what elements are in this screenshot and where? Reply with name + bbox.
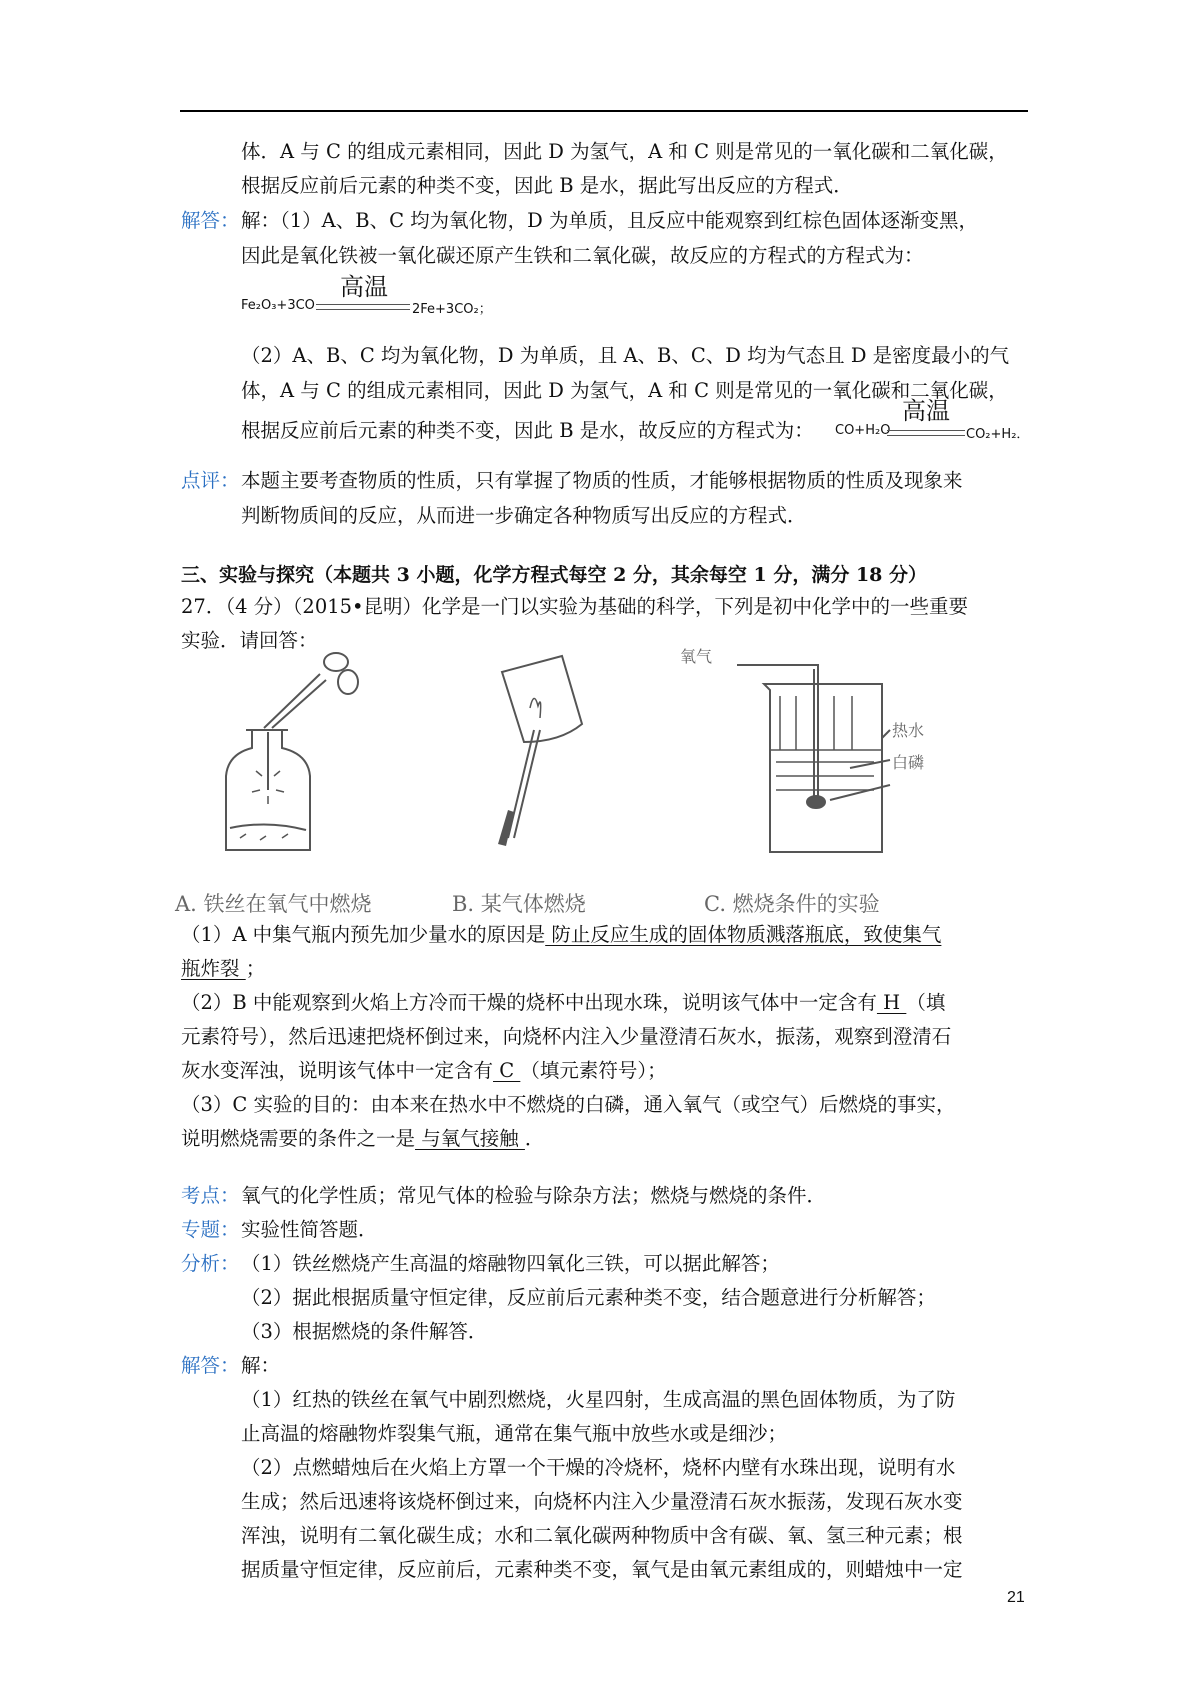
- equation-2-arrow: [887, 430, 965, 436]
- answer2-line-3: （2）点燃蜡烛后在火焰上方罩一个干燥的冷烧杯，烧杯内壁有水珠出现，说明有水: [241, 1456, 956, 1479]
- fenxi-line-2: （2）据此根据质量守恒定律，反应前后元素种类不变，结合题意进行分析解答；: [241, 1286, 936, 1309]
- apparatus-c: [737, 665, 890, 852]
- equation-2-condition: 高温: [902, 397, 950, 425]
- sub-question-3-line-1: （3）C 实验的目的：由本来在热水中不燃烧的白磷，通入氧气（或空气）后燃烧的事实，: [181, 1093, 956, 1116]
- sub-question-3-prompt: 说明燃烧需要的条件之一是: [181, 1127, 416, 1150]
- sub-question-2-prompt: （2）B 中能观察到火焰上方冷而干燥的烧杯中出现水珠，说明该气体中一定含有: [181, 991, 877, 1014]
- sub-question-2: [181, 990, 945, 1016]
- fenxi-tag: 分析：: [181, 1252, 240, 1275]
- answer1-part2-line-2: 体，A 与 C 的组成元素相同，因此 D 为氢气，A 和 C 则是常见的一氧化碳和二氧化碳，: [241, 379, 1008, 402]
- sub-question-1: [181, 922, 941, 948]
- sub-question-3-line-2: [181, 1126, 544, 1152]
- sub-question-2-line-3: [181, 1058, 667, 1084]
- equation-1-products: 2Fe+3CO₂；: [412, 302, 492, 317]
- sub-question-2-answer-2: C: [493, 1059, 521, 1082]
- caption-a: A. 铁丝在氧气中燃烧: [175, 892, 372, 916]
- sub-question-2-line-3-hint: （填元素符号）；: [520, 1059, 667, 1082]
- equation-2-products: CO₂+H₂．: [966, 427, 1030, 442]
- page-number: 21: [1007, 1589, 1025, 1606]
- sub-question-1-end: ；: [245, 957, 266, 980]
- sub-question-2-line-3-prompt: 灰水变浑浊，说明该气体中一定含有: [181, 1059, 494, 1082]
- kaodian-tag: 考点：: [181, 1184, 240, 1207]
- sub-question-1-cont: [181, 956, 265, 982]
- zhuanti-text: 实验性简答题．: [241, 1218, 378, 1241]
- answer1-line-2: 因此是氧化铁被一氧化碳还原产生铁和二氧化碳，故反应的方程式的方程式为：: [241, 244, 924, 267]
- sub-question-1-answer-b: 瓶炸裂: [181, 957, 246, 980]
- sub-question-3-answer: 与氧气接触: [415, 1127, 525, 1150]
- answer2-line-4: 生成；然后迅速将该烧杯倒过来，向烧杯内注入少量澄清石灰水振荡，发现石灰水变: [241, 1490, 963, 1513]
- section-title: 三、实验与探究（本题共 3 小题，化学方程式每空 2 分，其余每空 1 分，满分 18 分）: [181, 564, 928, 586]
- sub-question-1-answer-a: 防止反应生成的固体物质溅落瓶底，致使集气: [545, 923, 942, 946]
- caption-c: C. 燃烧条件的实验: [704, 892, 880, 916]
- comment-line-1: 本题主要考查物质的性质，只有掌握了物质的性质，才能够根据物质的性质及现象来: [241, 469, 963, 492]
- kaodian-text: 氧气的化学性质；常见气体的检验与除杂方法；燃烧与燃烧的条件．: [241, 1184, 827, 1207]
- caption-b: B. 某气体燃烧: [452, 892, 586, 916]
- apparatus-a: [226, 653, 358, 850]
- equation-1-condition: 高温: [340, 273, 388, 301]
- apparatus-b: [498, 656, 582, 846]
- answer1-part2-line-1: （2）A、B、C 均为氧化物，D 为单质，且 A、B、C、D 均为气态且 D 是密度最小的气: [241, 344, 1010, 367]
- answer1-part2-line-3: 根据反应前后元素的种类不变，因此 B 是水，故反应的方程式为：: [241, 419, 814, 442]
- equation-2-reactants: CO+H₂O: [835, 423, 891, 438]
- sub-question-3-end: ．: [524, 1127, 545, 1150]
- answer2-line-5: 浑浊，说明有二氧化碳生成；水和二氧化碳两种物质中含有碳、氧、氢三种元素；根: [241, 1524, 963, 1547]
- analysis-cont-line-1: 体．A 与 C 的组成元素相同，因此 D 为氢气，A 和 C 则是常见的一氧化碳和二氧化碳，: [241, 140, 1008, 163]
- answer1-line-1: 解：（1）A、B、C 均为氧化物，D 为单质，且反应中能观察到红棕色固体逐渐变黑，: [241, 209, 979, 232]
- answer2-head: 解：: [241, 1354, 281, 1377]
- question-27-line-2: 实验．请回答：: [181, 629, 318, 652]
- label-oxygen: 氧气: [680, 647, 713, 666]
- label-hot-water: 热水: [892, 721, 925, 740]
- answer2-line-6: 据质量守恒定律，反应前后，元素种类不变，氧气是由氧元素组成的，则蜡烛中一定: [241, 1558, 963, 1581]
- sub-question-2-answer-1: H: [876, 991, 907, 1014]
- equation-1-reactants: Fe₂O₃+3CO: [241, 298, 315, 313]
- header-rule: [180, 110, 1028, 112]
- equation-1-arrow: [316, 304, 410, 310]
- comment-tag: 点评：: [181, 469, 240, 492]
- analysis-cont-line-2: 根据反应前后元素的种类不变，因此 B 是水，据此写出反应的方程式．: [241, 174, 853, 197]
- sub-question-2-line-2: 元素符号），然后迅速把烧杯倒过来，向烧杯内注入少量澄清石灰水，振荡，观察到澄清石: [181, 1025, 952, 1048]
- label-white-phosphorus: 白磷: [892, 753, 925, 772]
- sub-question-2-hint: （填: [906, 991, 946, 1014]
- sub-question-1-prompt: （1）A 中集气瓶内预先加少量水的原因是: [181, 923, 546, 946]
- question-27-line-1: 27．（4 分）（2015•昆明）化学是一门以实验为基础的科学，下列是初中化学中的一些重要: [181, 595, 969, 618]
- answer2-line-2: 止高温的熔融物炸裂集气瓶，通常在集气瓶中放些水或是细沙；: [241, 1422, 788, 1445]
- answer2-line-1: （1）红热的铁丝在氧气中剧烈燃烧，火星四射，生成高温的黑色固体物质，为了防: [241, 1388, 956, 1411]
- answer2-tag: 解答：: [181, 1354, 240, 1377]
- answer-tag: 解答：: [181, 209, 240, 232]
- fenxi-line-1: （1）铁丝燃烧产生高温的熔融物四氧化三铁，可以据此解答；: [241, 1252, 780, 1275]
- fenxi-line-3: （3）根据燃烧的条件解答．: [241, 1320, 488, 1343]
- comment-line-2: 判断物质间的反应，从而进一步确定各种物质写出反应的方程式．: [241, 504, 807, 527]
- zhuanti-tag: 专题：: [181, 1218, 240, 1241]
- experiment-figure: [175, 647, 1020, 916]
